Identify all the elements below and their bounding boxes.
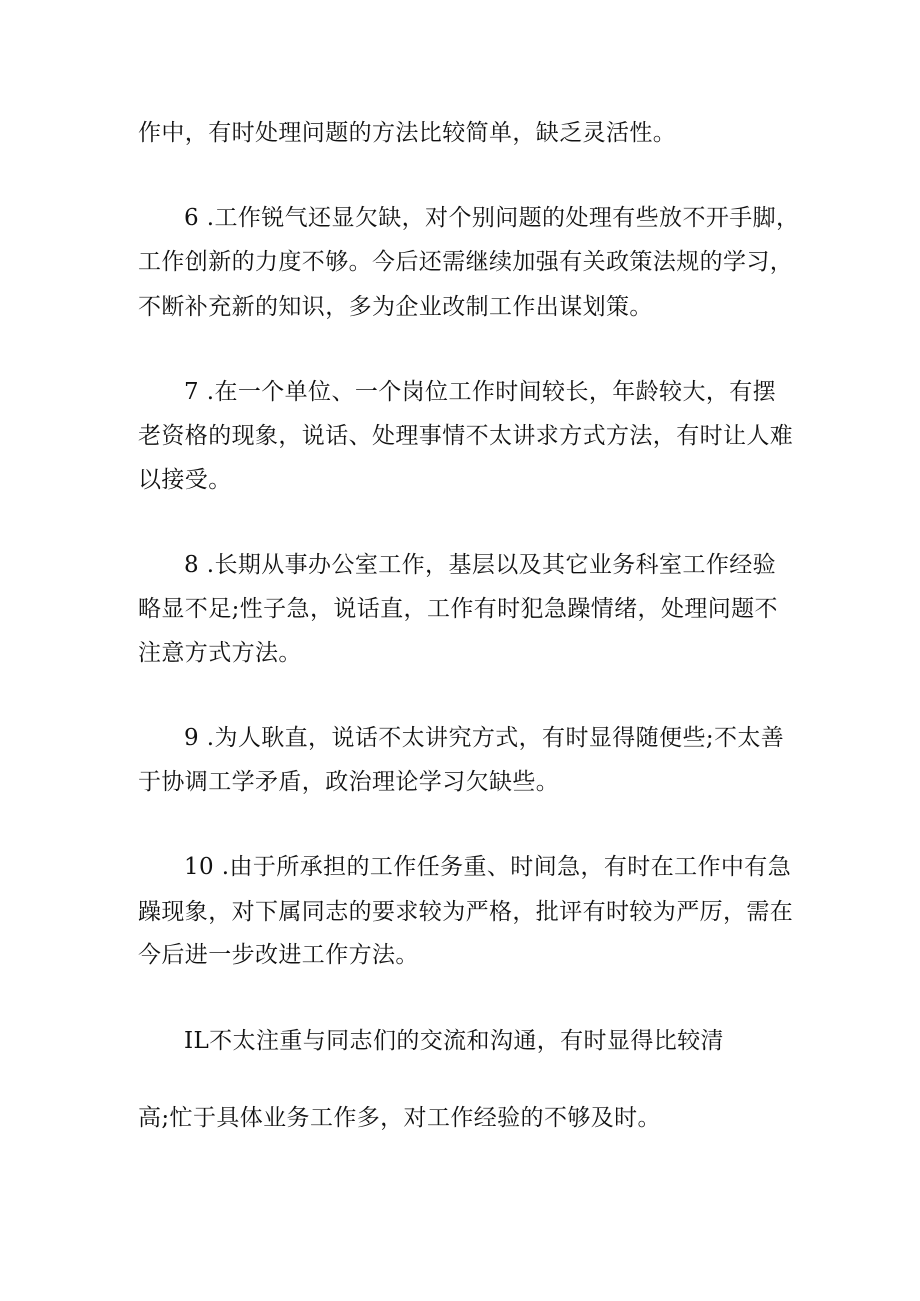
text-line: 躁现象，对下属同志的要求较为严格，批评有时较为严厉，需在: [138, 899, 794, 925]
text-line: 于协调工学矛盾，政治理论学习欠缺些。: [138, 769, 560, 795]
text-line: 工作创新的力度不够。今后还需继续加强有关政策法规的学习，: [138, 249, 794, 275]
text-line: 注意方式方法。: [138, 640, 302, 666]
text-line: IL不太注重与同志们的交流和沟通，有时显得比较清: [184, 1028, 724, 1054]
text-line: 不断补充新的知识，多为企业改制工作出谋划策。: [138, 294, 653, 320]
text-line: 高;忙于具体业务工作多，对工作经验的不够及时。: [138, 1105, 661, 1131]
text-line: 作中，有时处理问题的方法比较简单，缺乏灵活性。: [138, 120, 677, 146]
text-line: 9 .为人耿直，说话不太讲究方式，有时显得随便些;不太善: [184, 725, 785, 751]
text-line: 10 .由于所承担的工作任务重、时间急，有时在工作中有急: [184, 854, 792, 880]
text-line: 今后进一步改进工作方法。: [138, 942, 419, 968]
text-line: 8 .长期从事办公室工作，基层以及其它业务科室工作经验: [184, 552, 777, 578]
text-line: 老资格的现象，说话、处理事情不太讲求方式方法，有时让人难: [138, 423, 794, 449]
text-line: 6 .工作锐气还显欠缺，对个别问题的处理有些放不开手脚，: [184, 205, 800, 231]
text-line: 略显不足;性子急，说话直，工作有时犯急躁情绪，处理问题不: [138, 596, 778, 622]
text-line: 7 .在一个单位、一个岗位工作时间较长，年龄较大，有摆: [184, 379, 777, 405]
text-line: 以接受。: [138, 467, 232, 493]
